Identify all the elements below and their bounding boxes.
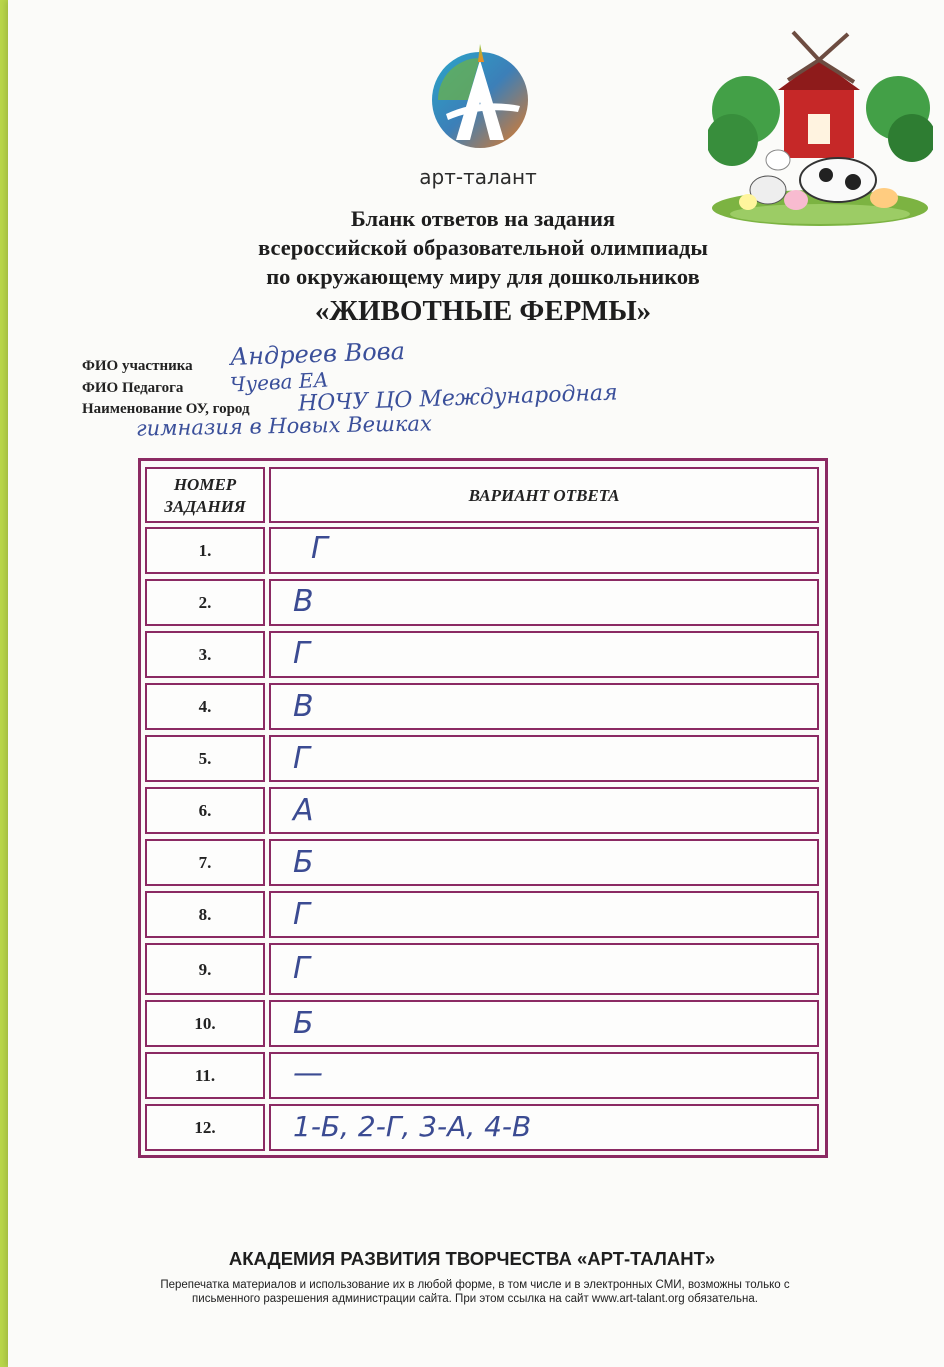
brand-name: арт-талант bbox=[419, 165, 537, 189]
row-12-answer: 1-Б, 2-Г, 3-А, 4-В bbox=[293, 1110, 532, 1143]
row-11-number: 11. bbox=[194, 1066, 216, 1085]
row-8-answer: Г bbox=[293, 897, 310, 932]
answer-header-label: ВАРИАНТ ОТВЕТА bbox=[468, 486, 620, 505]
row-4-answer-cell[interactable] bbox=[269, 683, 819, 730]
row-9-answer: Г bbox=[293, 951, 310, 986]
participant-label: ФИО участника bbox=[82, 358, 193, 374]
row-4-number: 4. bbox=[198, 697, 212, 716]
row-7-number: 7. bbox=[198, 853, 212, 872]
row-1-answer: Г bbox=[311, 531, 328, 566]
footer-note-line-1: Перепечатка материалов и использование их в любой форме, в том числе и в электронных СМИ, возможны только с bbox=[160, 1279, 790, 1291]
row-9-number-cell bbox=[145, 943, 265, 995]
row-4-number-cell bbox=[145, 683, 265, 730]
row-7-answer-cell[interactable] bbox=[269, 839, 819, 886]
row-5-answer: Г bbox=[293, 741, 310, 776]
number-header-line-2: ЗАДАНИЯ bbox=[164, 497, 246, 516]
form-title bbox=[178, 204, 788, 331]
row-10-answer-cell[interactable] bbox=[269, 1000, 819, 1047]
footer-title: АКАДЕМИЯ РАЗВИТИЯ ТВОРЧЕСТВА «АРТ-ТАЛАНТ» bbox=[228, 1248, 716, 1269]
farm-illustration bbox=[708, 30, 933, 230]
row-10-number: 10. bbox=[194, 1014, 216, 1033]
row-11-answer: — bbox=[293, 1056, 323, 1091]
row-5-answer-cell[interactable] bbox=[269, 735, 819, 782]
teacher-value[interactable]: Чуева ЕА bbox=[229, 367, 330, 397]
row-8-number-cell bbox=[145, 891, 265, 938]
art-talant-logo bbox=[428, 40, 532, 152]
answer-column-header bbox=[269, 467, 819, 523]
number-header-line-1: НОМЕР bbox=[173, 475, 237, 494]
olympiad-name: «ЖИВОТНЫЕ ФЕРМЫ» bbox=[314, 295, 652, 327]
row-2-number-cell bbox=[145, 579, 265, 626]
answers-table bbox=[138, 458, 828, 1158]
row-6-answer-cell[interactable] bbox=[269, 787, 819, 834]
row-12-answer-cell[interactable] bbox=[269, 1104, 819, 1151]
row-1-answer-cell[interactable] bbox=[269, 527, 819, 574]
participant-value[interactable]: Андреев Вова bbox=[229, 336, 406, 372]
row-5-number-cell bbox=[145, 735, 265, 782]
title-line-1: Бланк ответов на задания bbox=[350, 206, 616, 231]
row-6-number: 6. bbox=[198, 801, 212, 820]
row-8-number: 8. bbox=[198, 905, 212, 924]
row-2-answer-cell[interactable] bbox=[269, 579, 819, 626]
title-line-2: всероссийской образовательной олимпиады bbox=[258, 235, 708, 260]
row-6-answer: А bbox=[293, 793, 314, 828]
row-9-answer-cell[interactable] bbox=[269, 943, 819, 995]
row-1-number-cell bbox=[145, 527, 265, 574]
row-3-answer: Г bbox=[293, 636, 310, 671]
row-3-answer-cell[interactable] bbox=[269, 631, 819, 678]
row-12-number-cell bbox=[145, 1104, 265, 1151]
row-2-number: 2. bbox=[198, 593, 212, 612]
row-9-number: 9. bbox=[198, 960, 212, 979]
row-1-number: 1. bbox=[198, 541, 212, 560]
school-label: Наименование ОУ, город bbox=[82, 401, 250, 417]
row-6-number-cell bbox=[145, 787, 265, 834]
footer-note-line-2: письменного разрешения администрации сайта. При этом ссылка на сайт www.art-talant.org обязательна. bbox=[192, 1293, 758, 1305]
school-value-line-1[interactable]: НОЧУ ЦО Международная bbox=[297, 380, 618, 417]
answer-sheet bbox=[8, 0, 944, 1367]
teacher-label: ФИО Педагога bbox=[82, 380, 184, 396]
title-line-3: по окружающему миру для дошкольников bbox=[266, 264, 700, 289]
row-11-answer-cell[interactable] bbox=[269, 1052, 819, 1099]
row-8-answer-cell[interactable] bbox=[269, 891, 819, 938]
school-value-line-2[interactable]: гимназия в Новых Вешках bbox=[135, 411, 433, 441]
footer-copyright-note bbox=[90, 1278, 860, 1306]
row-2-answer: В bbox=[293, 584, 314, 619]
row-12-number: 12. bbox=[194, 1118, 216, 1137]
row-10-number-cell bbox=[145, 1000, 265, 1047]
row-7-answer: Б bbox=[293, 845, 314, 880]
row-11-number-cell bbox=[145, 1052, 265, 1099]
row-3-number: 3. bbox=[198, 645, 212, 664]
row-5-number: 5. bbox=[198, 749, 212, 768]
row-7-number-cell bbox=[145, 839, 265, 886]
number-column-header bbox=[145, 467, 265, 523]
row-10-answer: Б bbox=[293, 1006, 314, 1041]
row-4-answer: В bbox=[293, 689, 314, 724]
row-3-number-cell bbox=[145, 631, 265, 678]
